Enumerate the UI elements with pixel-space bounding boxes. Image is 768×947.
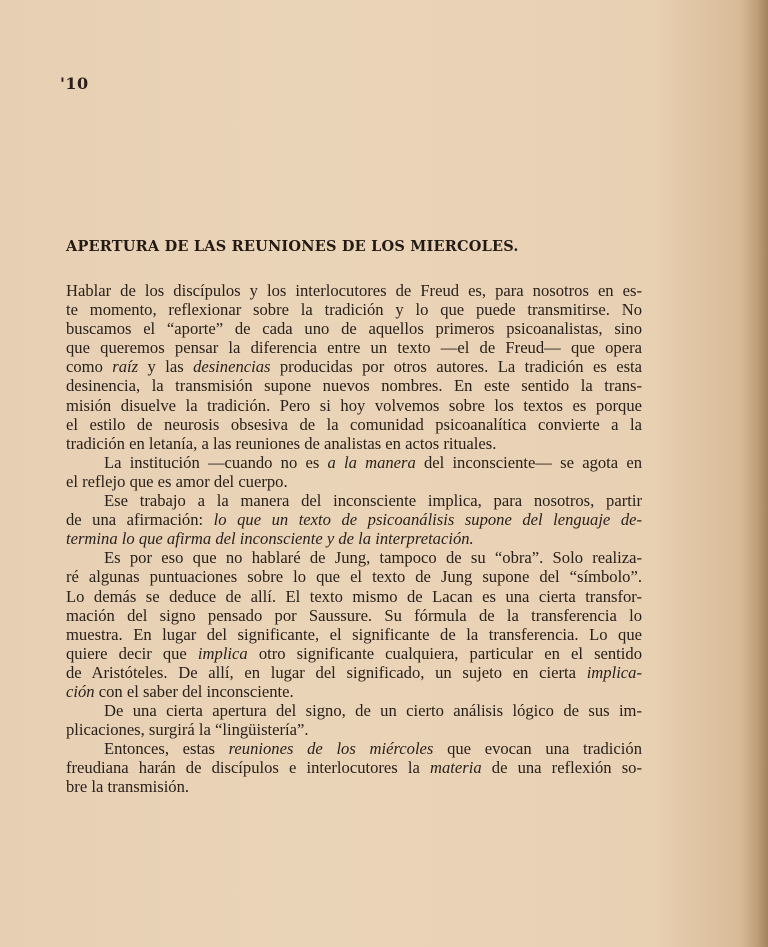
text-run: tradición en letanía, a las reuniones de analistas en actos rituales. (66, 433, 497, 453)
text-line (66, 625, 642, 644)
text-line (66, 300, 642, 319)
text-run: Entonces, estas (104, 739, 229, 759)
text-line (66, 548, 642, 567)
text-line (66, 491, 642, 510)
text-line (66, 472, 642, 491)
text-run: que evocan una tradición (433, 739, 642, 759)
text-run: de una reflexión so- (481, 758, 642, 778)
text-line (66, 396, 642, 415)
text-line (66, 415, 642, 434)
text-run: que queremos pensar la diferencia entre un texto —el de Freud— que opera (66, 338, 642, 358)
text-line (66, 453, 642, 472)
text-run: de una afirmación: (66, 510, 214, 530)
text-line (66, 682, 642, 701)
italic-text: materia (430, 758, 482, 778)
text-run: producidas por otros autores. La tradición es esta (270, 357, 643, 377)
paragraph (66, 701, 642, 739)
text-line (66, 606, 642, 625)
italic-text: a la manera (327, 452, 416, 472)
text-line (66, 567, 642, 586)
text-run: quiere decir que (66, 643, 198, 663)
page-edge-shadow (742, 0, 768, 947)
text-line (66, 739, 642, 758)
text-run: y las (138, 357, 194, 377)
text-run: Lo demás se deduce de allí. El texto mismo de Lacan es una cierta transfor- (66, 586, 642, 606)
text-run: buscamos el “aporte” de cada uno de aquellos primeros psicoanalistas, sino (66, 319, 642, 339)
italic-text: reuniones de los miércoles (228, 739, 434, 759)
text-line (66, 644, 642, 663)
text-run: bre la transmisión. (66, 777, 190, 797)
text-run: el estilo de neurosis obsesiva de la comunidad psicoanalítica convierte a la (66, 414, 642, 434)
text-line (66, 319, 642, 338)
text-run: del inconsciente— se agota en (415, 452, 642, 472)
text-run: muestra. En lugar del significante, el significante de la transferencia. Lo que (66, 624, 642, 644)
text-line (66, 758, 642, 777)
text-run: misión disuelve la tradición. Pero si hoy volvemos sobre los textos es porque (66, 395, 642, 415)
text-line (66, 663, 642, 682)
text-run: freudiana harán de discípulos e interlocutores la (66, 758, 431, 778)
page-number: '10 (60, 74, 89, 93)
text-line (66, 338, 642, 357)
paragraph (66, 491, 642, 548)
italic-text: desinencias (193, 357, 271, 377)
text-line (66, 587, 642, 606)
italic-text: lo que un texto de psicoanálisis supone del lenguaje de- (213, 510, 643, 530)
text-run: Hablar de los discípulos y los interlocutores de Freud es, para nosotros en es- (66, 281, 642, 300)
text-run: plicaciones, surgirá la “lingüistería”. (66, 720, 309, 740)
text-run: como (66, 357, 113, 377)
text-run: mación del signo pensado por Saussure. Su fórmula de la transferencia lo (66, 605, 642, 625)
text-run: Ese trabajo a la manera del inconsciente implica, para nosotros, partir (104, 491, 642, 511)
text-run: con el saber del inconsciente. (94, 681, 294, 701)
text-run: Es por eso que no hablaré de Jung, tampoco de su “obra”. Solo realiza- (104, 548, 642, 568)
italic-text: implica (197, 643, 248, 663)
text-run: ré algunas puntuaciones sobre lo que el texto de Jung supone del “símbolo”. (66, 567, 642, 587)
text-line (66, 720, 642, 739)
text-run: el reflejo que es amor del cuerpo. (66, 471, 288, 491)
text-run: La institución —cuando no es (104, 452, 328, 472)
section-heading: APERTURA DE LAS REUNIONES DE LOS MIERCOLES. (66, 238, 519, 255)
text-line (66, 281, 642, 300)
text-run: de Aristóteles. De allí, en lugar del significado, un sujeto en cierta (66, 662, 587, 682)
text-run: De una cierta apertura del signo, de un cierto análisis lógico de sus im- (104, 701, 642, 721)
italic-text: implica- (586, 662, 642, 682)
text-run: desinencia, la transmisión supone nuevos nombres. En este sentido la trans- (66, 376, 642, 396)
text-line (66, 357, 642, 376)
text-line (66, 777, 642, 796)
text-line (66, 510, 642, 529)
paragraph (66, 548, 642, 701)
italic-text: termina lo que afirma del inconsciente y de la interpretación. (66, 529, 474, 549)
text-line (66, 529, 642, 548)
text-line (66, 701, 642, 720)
text-run: te momento, reflexionar sobre la tradición y lo que puede transmitirse. No (66, 300, 642, 320)
text-run: otro significante cualquiera, particular en el sentido (247, 643, 642, 663)
italic-text: ción (66, 681, 95, 701)
text-line (66, 376, 642, 395)
italic-text: raíz (112, 357, 139, 377)
paragraph (66, 453, 642, 491)
body-text (66, 281, 642, 797)
text-line (66, 434, 642, 453)
paragraph (66, 739, 642, 796)
paragraph (66, 281, 642, 453)
